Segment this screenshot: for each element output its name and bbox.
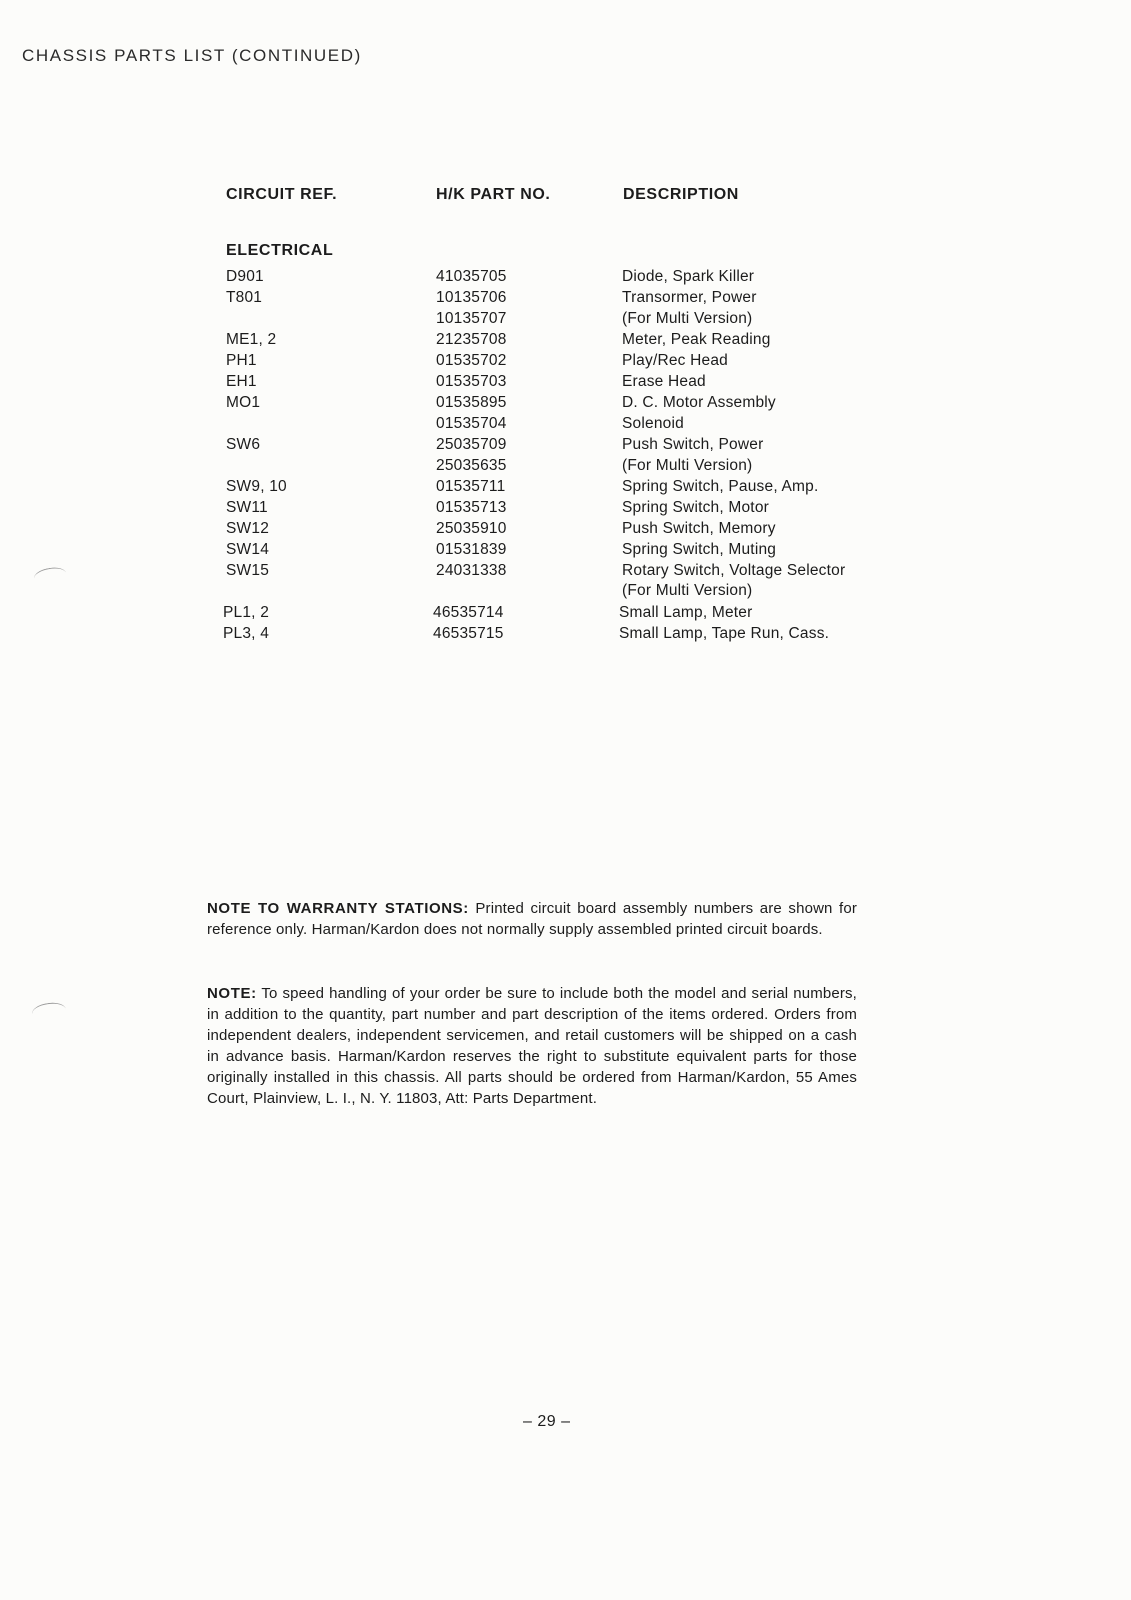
circuit-ref-cell: EH1: [226, 373, 257, 390]
circuit-ref-cell: SW12: [226, 520, 270, 537]
part-number-cell: 01535895: [436, 394, 507, 411]
warranty-note: [207, 898, 857, 940]
part-number-cell: 01535713: [436, 499, 507, 516]
part-number-cell: 01535704: [436, 415, 507, 432]
part-number-cell: 10135707: [436, 310, 507, 327]
description-cell: Small Lamp, Meter: [619, 604, 753, 621]
part-number-cell: 46535714: [433, 604, 504, 621]
description-cell: Erase Head: [622, 373, 706, 390]
column-header-circuit-ref: CIRCUIT REF.: [226, 186, 338, 203]
part-number-cell: 01535703: [436, 373, 507, 390]
order-note-label: NOTE:: [207, 985, 257, 1002]
description-cell: D. C. Motor Assembly: [622, 394, 776, 411]
description-cell: Rotary Switch, Voltage Selector: [622, 562, 846, 579]
part-number-cell: 46535715: [433, 625, 504, 642]
part-number-cell: 25035910: [436, 520, 507, 537]
circuit-ref-cell: PL1, 2: [223, 604, 270, 621]
description-cell: Meter, Peak Reading: [622, 331, 771, 348]
page-number: – 29 –: [523, 1413, 571, 1430]
part-number-cell: 41035705: [436, 268, 507, 285]
warranty-note-label: NOTE TO WARRANTY STATIONS:: [207, 900, 469, 917]
part-number-cell: 25035635: [436, 457, 507, 474]
part-number-cell: 21235708: [436, 331, 507, 348]
description-cell: Spring Switch, Pause, Amp.: [622, 478, 819, 495]
circuit-ref-cell: D901: [226, 268, 264, 285]
part-number-cell: 01535702: [436, 352, 507, 369]
order-note-text: To speed handling of your order be sure to include both the model and serial numbers, in addition to the quantity, part number and part description of the items ordered. Orders from independent dealers, independent servicemen, and retail customers will be shipped on a cash in advance basis. Harman/Kardon reserves the right to substitute equivalent parts for those originally installed in this chassis. All parts should be ordered from Harman/Kardon, 55 Ames Court, Plainview, L. I., N. Y. 11803, Att: Parts Department.: [207, 985, 858, 1107]
description-cell: Push Switch, Memory: [622, 520, 776, 537]
circuit-ref-cell: SW6: [226, 436, 261, 453]
description-cell: (For Multi Version): [622, 457, 753, 474]
circuit-ref-cell: MO1: [226, 394, 261, 411]
page-title: CHASSIS PARTS LIST (CONTINUED): [22, 46, 362, 65]
part-number-cell: 25035709: [436, 436, 507, 453]
column-header-part-no: H/K PART NO.: [436, 186, 551, 203]
description-cell: Small Lamp, Tape Run, Cass.: [619, 625, 830, 642]
part-number-cell: 01535711: [436, 478, 506, 495]
description-cell: Spring Switch, Muting: [622, 541, 777, 558]
circuit-ref-cell: SW15: [226, 562, 270, 579]
circuit-ref-cell: PH1: [226, 352, 257, 369]
circuit-ref-cell: T801: [226, 289, 263, 306]
circuit-ref-cell: ME1, 2: [226, 331, 277, 348]
circuit-ref-cell: SW14: [226, 541, 270, 558]
description-cell: Play/Rec Head: [622, 352, 728, 369]
section-heading-electrical: ELECTRICAL: [226, 242, 334, 259]
part-number-cell: 24031338: [436, 562, 507, 579]
part-number-cell: 10135706: [436, 289, 507, 306]
punch-hole-mark: [31, 1001, 67, 1023]
punch-hole-mark: [33, 565, 67, 585]
circuit-ref-cell: SW9, 10: [226, 478, 287, 495]
column-header-description: DESCRIPTION: [623, 186, 739, 203]
warranty-note-text: Printed circuit board assembly numbers are shown for reference only. Harman/Kardon does not normally supply assembled printed circuit boards.: [207, 900, 857, 938]
description-cell: Push Switch, Power: [622, 436, 764, 453]
description-cell: Transormer, Power: [622, 289, 757, 306]
description-cell: Diode, Spark Killer: [622, 268, 755, 285]
description-cell: (For Multi Version): [622, 310, 753, 327]
circuit-ref-cell: SW11: [226, 499, 268, 516]
description-cell: Spring Switch, Motor: [622, 499, 769, 516]
order-note: [207, 983, 857, 1109]
description-cell: (For Multi Version): [622, 582, 753, 599]
circuit-ref-cell: PL3, 4: [223, 625, 270, 642]
description-cell: Solenoid: [622, 415, 684, 432]
part-number-cell: 01531839: [436, 541, 507, 558]
